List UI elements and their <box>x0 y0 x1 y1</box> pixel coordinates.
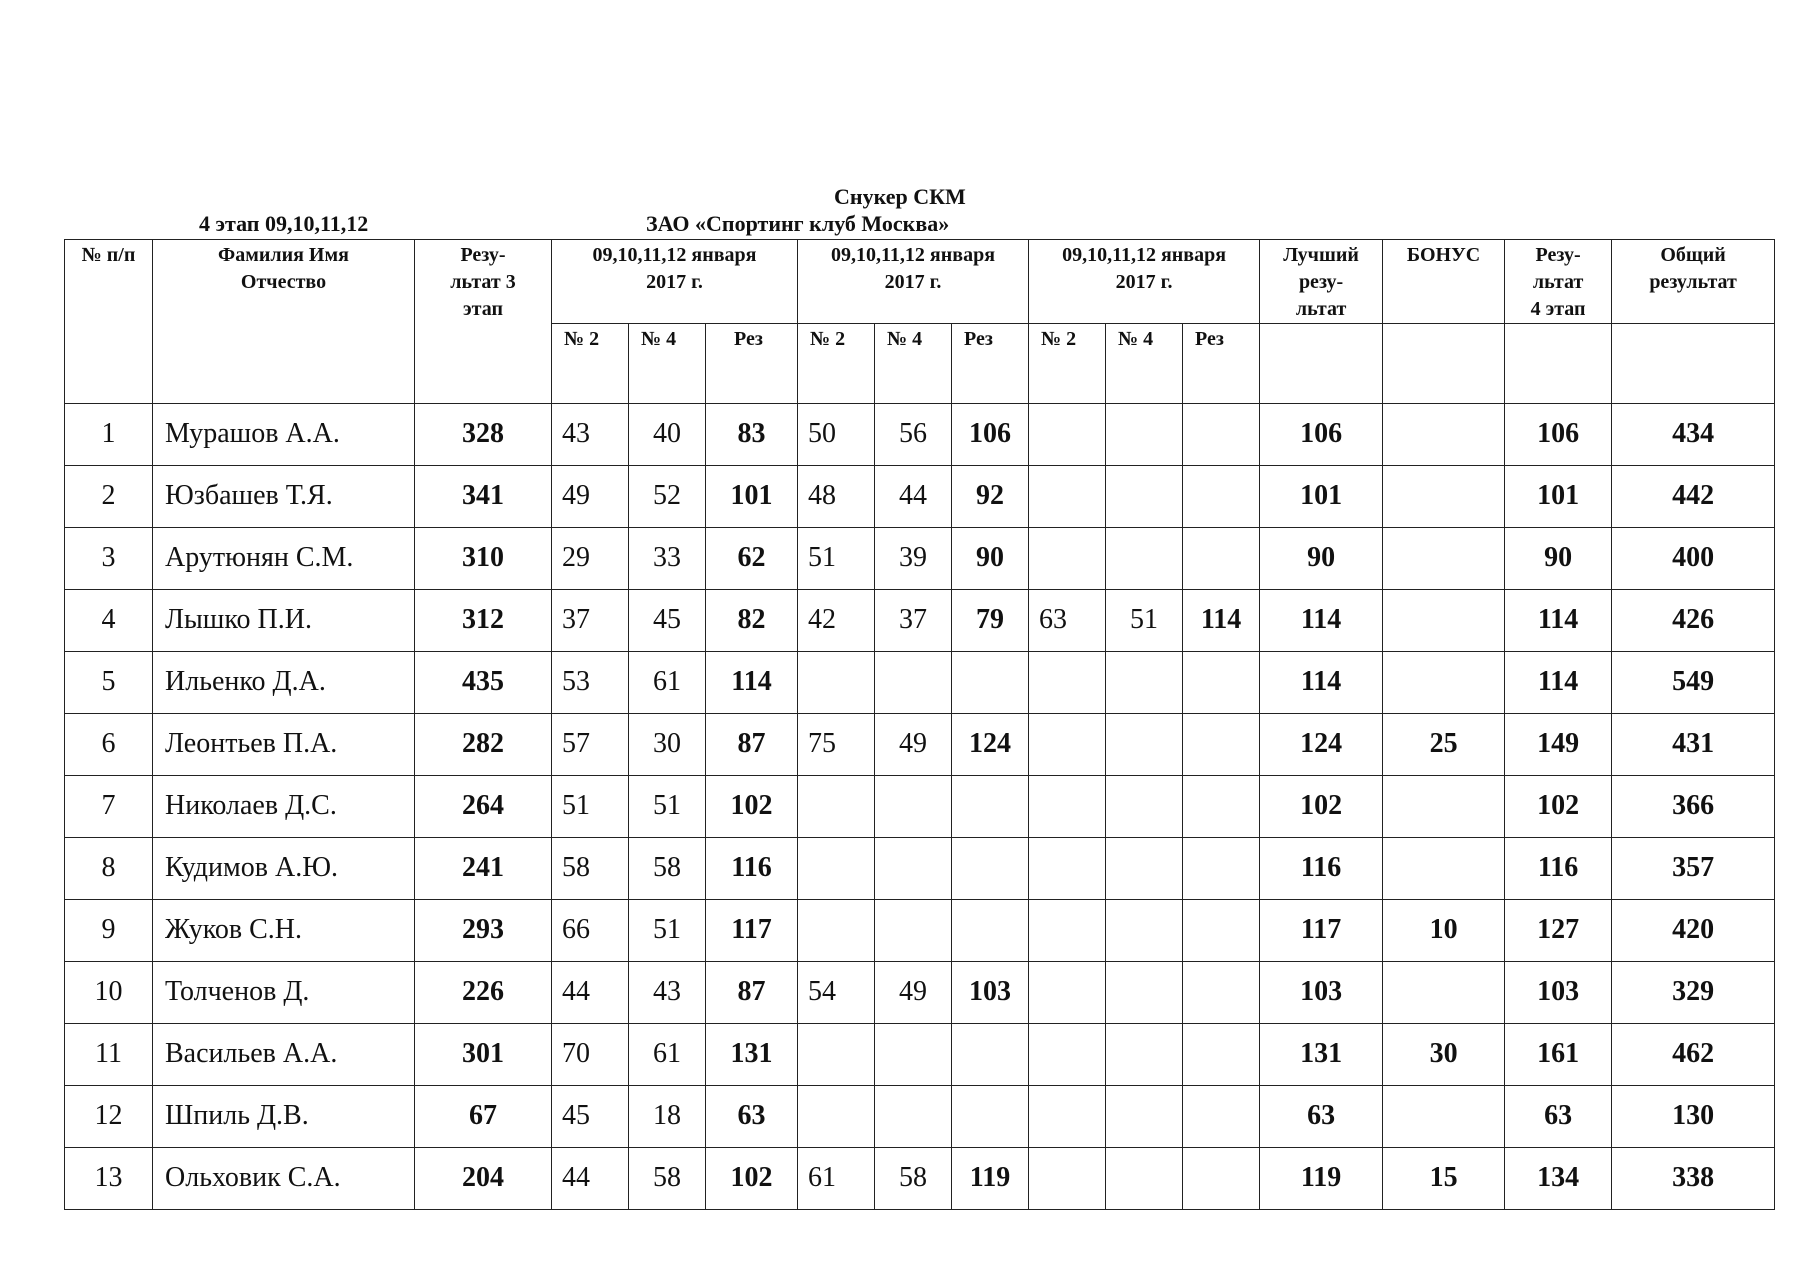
cell-g2-res: 119 <box>952 1148 1029 1210</box>
cell-result-stage4: 161 <box>1505 1024 1612 1086</box>
cell-name: Васильев А.А. <box>153 1024 415 1086</box>
cell-bonus <box>1383 838 1505 900</box>
cell-g3-n4 <box>1106 962 1183 1024</box>
cell-g1-n4: 58 <box>629 1148 706 1210</box>
cell-g2-res: 92 <box>952 466 1029 528</box>
cell-result-stage4: 114 <box>1505 590 1612 652</box>
cell-result-stage3: 341 <box>415 466 552 528</box>
cell-bonus: 30 <box>1383 1024 1505 1086</box>
cell-total-result: 400 <box>1612 528 1775 590</box>
cell-bonus <box>1383 590 1505 652</box>
cell-g1-res: 114 <box>706 652 798 714</box>
cell-num: 4 <box>65 590 153 652</box>
cell-g2-n4: 49 <box>875 714 952 776</box>
organization-name: ЗАО «Спортинг клуб Москва» <box>646 211 950 236</box>
cell-g2-res <box>952 1086 1029 1148</box>
cell-g1-n4: 61 <box>629 1024 706 1086</box>
cell-name: Николаев Д.С. <box>153 776 415 838</box>
cell-result-stage4: 149 <box>1505 714 1612 776</box>
cell-g2-n4: 39 <box>875 528 952 590</box>
cell-g1-res: 82 <box>706 590 798 652</box>
cell-name: Толченов Д. <box>153 962 415 1024</box>
header-date-group-2: 09,10,11,12 января 2017 г. <box>798 240 1029 324</box>
cell-result-stage3: 67 <box>415 1086 552 1148</box>
cell-g1-res: 62 <box>706 528 798 590</box>
cell-g2-res: 90 <box>952 528 1029 590</box>
subheader-empty <box>1260 324 1383 404</box>
subheader-res: Рез <box>706 324 798 404</box>
table-row <box>65 652 1775 714</box>
cell-g3-res <box>1183 962 1260 1024</box>
cell-g3-res <box>1183 1148 1260 1210</box>
cell-result-stage3: 264 <box>415 776 552 838</box>
cell-g3-n2: 63 <box>1029 590 1106 652</box>
cell-g2-n4: 58 <box>875 1148 952 1210</box>
table-row <box>65 900 1775 962</box>
cell-name: Ильенко Д.А. <box>153 652 415 714</box>
cell-result-stage3: 226 <box>415 962 552 1024</box>
cell-g1-n4: 61 <box>629 652 706 714</box>
cell-g1-n4: 52 <box>629 466 706 528</box>
cell-g2-n2: 75 <box>798 714 875 776</box>
cell-total-result: 420 <box>1612 900 1775 962</box>
cell-g2-n2 <box>798 900 875 962</box>
cell-g2-n4 <box>875 652 952 714</box>
cell-g3-n2 <box>1029 838 1106 900</box>
cell-g3-n2 <box>1029 776 1106 838</box>
cell-num: 5 <box>65 652 153 714</box>
cell-g3-res <box>1183 900 1260 962</box>
cell-best-result: 114 <box>1260 652 1383 714</box>
subheader-empty <box>1505 324 1612 404</box>
cell-name: Арутюнян С.М. <box>153 528 415 590</box>
cell-result-stage4: 134 <box>1505 1148 1612 1210</box>
cell-g3-n4 <box>1106 652 1183 714</box>
cell-g3-res <box>1183 1024 1260 1086</box>
cell-g1-res: 131 <box>706 1024 798 1086</box>
cell-g2-n4: 37 <box>875 590 952 652</box>
cell-result-stage4: 101 <box>1505 466 1612 528</box>
cell-g2-n2 <box>798 838 875 900</box>
cell-bonus: 15 <box>1383 1148 1505 1210</box>
cell-g1-n4: 51 <box>629 900 706 962</box>
cell-g3-n2 <box>1029 1024 1106 1086</box>
cell-best-result: 116 <box>1260 838 1383 900</box>
cell-result-stage3: 312 <box>415 590 552 652</box>
cell-g3-n4 <box>1106 714 1183 776</box>
cell-g3-res: 114 <box>1183 590 1260 652</box>
header-total-result: Общий результат <box>1612 240 1775 324</box>
cell-g3-n2 <box>1029 528 1106 590</box>
table-row <box>65 714 1775 776</box>
cell-total-result: 426 <box>1612 590 1775 652</box>
cell-g1-n2: 51 <box>552 776 629 838</box>
cell-g2-n4 <box>875 1024 952 1086</box>
cell-g3-n2 <box>1029 1086 1106 1148</box>
cell-g3-n4 <box>1106 900 1183 962</box>
cell-bonus <box>1383 1086 1505 1148</box>
cell-g3-res <box>1183 466 1260 528</box>
cell-bonus <box>1383 776 1505 838</box>
header-name: Фамилия Имя Отчество <box>153 240 415 404</box>
cell-num: 1 <box>65 404 153 466</box>
subheader-n4: № 4 <box>875 324 952 404</box>
cell-best-result: 63 <box>1260 1086 1383 1148</box>
cell-name: Мурашов А.А. <box>153 404 415 466</box>
cell-g1-n4: 45 <box>629 590 706 652</box>
cell-name: Лышко П.И. <box>153 590 415 652</box>
cell-g3-n2 <box>1029 466 1106 528</box>
table-row <box>65 404 1775 466</box>
header-result-stage4: Резу-льтат 4 этап <box>1505 240 1612 324</box>
cell-total-result: 549 <box>1612 652 1775 714</box>
cell-g3-n2 <box>1029 962 1106 1024</box>
cell-result-stage4: 127 <box>1505 900 1612 962</box>
cell-g2-res <box>952 900 1029 962</box>
cell-result-stage3: 241 <box>415 838 552 900</box>
cell-g1-n4: 40 <box>629 404 706 466</box>
cell-g1-res: 116 <box>706 838 798 900</box>
cell-g3-n4 <box>1106 1024 1183 1086</box>
cell-g3-n2 <box>1029 404 1106 466</box>
cell-result-stage4: 63 <box>1505 1086 1612 1148</box>
header-best-result: Лучший резу-льтат <box>1260 240 1383 324</box>
cell-best-result: 101 <box>1260 466 1383 528</box>
cell-g2-res <box>952 1024 1029 1086</box>
cell-result-stage3: 310 <box>415 528 552 590</box>
table-row <box>65 776 1775 838</box>
cell-g3-n4 <box>1106 838 1183 900</box>
header-result-stage3: Резу-льтат 3 этап <box>415 240 552 404</box>
cell-g1-n4: 43 <box>629 962 706 1024</box>
cell-g1-n2: 44 <box>552 1148 629 1210</box>
header-row <box>65 240 1775 324</box>
cell-num: 8 <box>65 838 153 900</box>
cell-g3-n4 <box>1106 776 1183 838</box>
cell-best-result: 90 <box>1260 528 1383 590</box>
cell-g2-n4: 49 <box>875 962 952 1024</box>
cell-g2-n2: 48 <box>798 466 875 528</box>
cell-num: 6 <box>65 714 153 776</box>
cell-g3-n2 <box>1029 1148 1106 1210</box>
cell-total-result: 442 <box>1612 466 1775 528</box>
cell-num: 7 <box>65 776 153 838</box>
cell-name: Шпиль Д.В. <box>153 1086 415 1148</box>
cell-g2-n2 <box>798 776 875 838</box>
cell-best-result: 124 <box>1260 714 1383 776</box>
cell-result-stage4: 106 <box>1505 404 1612 466</box>
cell-g1-n2: 49 <box>552 466 629 528</box>
cell-num: 10 <box>65 962 153 1024</box>
cell-total-result: 366 <box>1612 776 1775 838</box>
cell-best-result: 114 <box>1260 590 1383 652</box>
cell-bonus: 25 <box>1383 714 1505 776</box>
cell-result-stage3: 293 <box>415 900 552 962</box>
results-table <box>64 239 1775 1210</box>
cell-result-stage3: 301 <box>415 1024 552 1086</box>
cell-total-result: 338 <box>1612 1148 1775 1210</box>
cell-g1-n2: 44 <box>552 962 629 1024</box>
cell-best-result: 102 <box>1260 776 1383 838</box>
cell-g2-n2 <box>798 652 875 714</box>
cell-g1-res: 83 <box>706 404 798 466</box>
subheader-res: Рез <box>952 324 1029 404</box>
cell-num: 9 <box>65 900 153 962</box>
cell-name: Юзбашев Т.Я. <box>153 466 415 528</box>
cell-g3-n2 <box>1029 900 1106 962</box>
cell-num: 13 <box>65 1148 153 1210</box>
header-num: № п/п <box>65 240 153 404</box>
cell-g2-n4: 56 <box>875 404 952 466</box>
cell-g1-res: 101 <box>706 466 798 528</box>
stage-label: 4 этап 09,10,11,12 <box>199 211 369 236</box>
cell-total-result: 462 <box>1612 1024 1775 1086</box>
cell-g3-res <box>1183 404 1260 466</box>
cell-g3-res <box>1183 776 1260 838</box>
cell-g3-res <box>1183 838 1260 900</box>
cell-result-stage3: 435 <box>415 652 552 714</box>
cell-best-result: 119 <box>1260 1148 1383 1210</box>
cell-g3-n2 <box>1029 714 1106 776</box>
table-row <box>65 838 1775 900</box>
cell-g1-n4: 30 <box>629 714 706 776</box>
cell-g2-res <box>952 838 1029 900</box>
cell-g1-res: 87 <box>706 962 798 1024</box>
cell-bonus <box>1383 404 1505 466</box>
subheader-n4: № 4 <box>629 324 706 404</box>
cell-num: 12 <box>65 1086 153 1148</box>
subheader-n4: № 4 <box>1106 324 1183 404</box>
subheader-empty <box>1612 324 1775 404</box>
cell-total-result: 434 <box>1612 404 1775 466</box>
cell-best-result: 117 <box>1260 900 1383 962</box>
cell-g2-n4 <box>875 900 952 962</box>
cell-result-stage4: 116 <box>1505 838 1612 900</box>
cell-bonus <box>1383 528 1505 590</box>
cell-g2-res: 124 <box>952 714 1029 776</box>
cell-g2-n4: 44 <box>875 466 952 528</box>
cell-g2-n2 <box>798 1086 875 1148</box>
cell-g3-res <box>1183 1086 1260 1148</box>
cell-g2-n4 <box>875 838 952 900</box>
table-row <box>65 1086 1775 1148</box>
cell-g1-n4: 18 <box>629 1086 706 1148</box>
cell-g2-res <box>952 776 1029 838</box>
cell-g1-n2: 45 <box>552 1086 629 1148</box>
cell-result-stage3: 282 <box>415 714 552 776</box>
results-table-body <box>65 240 1775 1210</box>
cell-g1-n2: 57 <box>552 714 629 776</box>
cell-name: Леонтьев П.А. <box>153 714 415 776</box>
cell-g1-res: 102 <box>706 776 798 838</box>
cell-g1-n2: 37 <box>552 590 629 652</box>
cell-best-result: 106 <box>1260 404 1383 466</box>
cell-g2-res <box>952 652 1029 714</box>
cell-best-result: 131 <box>1260 1024 1383 1086</box>
cell-g1-n2: 29 <box>552 528 629 590</box>
cell-g2-n4 <box>875 1086 952 1148</box>
cell-g2-n2: 54 <box>798 962 875 1024</box>
cell-g3-res <box>1183 714 1260 776</box>
cell-g2-n4 <box>875 776 952 838</box>
cell-num: 2 <box>65 466 153 528</box>
table-row <box>65 590 1775 652</box>
cell-g1-n4: 33 <box>629 528 706 590</box>
header-bonus: БОНУС <box>1383 240 1505 324</box>
cell-result-stage3: 204 <box>415 1148 552 1210</box>
cell-num: 3 <box>65 528 153 590</box>
cell-g3-n4 <box>1106 528 1183 590</box>
cell-name: Жуков С.Н. <box>153 900 415 962</box>
cell-g2-n2: 50 <box>798 404 875 466</box>
table-row <box>65 962 1775 1024</box>
cell-result-stage4: 103 <box>1505 962 1612 1024</box>
cell-g1-n4: 58 <box>629 838 706 900</box>
cell-result-stage4: 90 <box>1505 528 1612 590</box>
cell-bonus: 10 <box>1383 900 1505 962</box>
cell-g1-res: 63 <box>706 1086 798 1148</box>
cell-bonus <box>1383 962 1505 1024</box>
cell-name: Кудимов А.Ю. <box>153 838 415 900</box>
cell-g2-res: 79 <box>952 590 1029 652</box>
cell-g2-n2: 42 <box>798 590 875 652</box>
cell-g1-n2: 53 <box>552 652 629 714</box>
cell-g3-n2 <box>1029 652 1106 714</box>
cell-g2-n2: 61 <box>798 1148 875 1210</box>
cell-g2-n2: 51 <box>798 528 875 590</box>
cell-g1-n2: 58 <box>552 838 629 900</box>
table-row <box>65 1024 1775 1086</box>
cell-total-result: 357 <box>1612 838 1775 900</box>
cell-g2-n2 <box>798 1024 875 1086</box>
cell-g3-n4 <box>1106 404 1183 466</box>
cell-bonus <box>1383 652 1505 714</box>
cell-result-stage3: 328 <box>415 404 552 466</box>
document-title: Снукер СКМ <box>834 184 966 209</box>
header-date-group-1: 09,10,11,12 января 2017 г. <box>552 240 798 324</box>
table-row <box>65 528 1775 590</box>
cell-total-result: 431 <box>1612 714 1775 776</box>
cell-total-result: 130 <box>1612 1086 1775 1148</box>
cell-g3-res <box>1183 652 1260 714</box>
cell-g3-n4 <box>1106 466 1183 528</box>
subheader-res: Рез <box>1183 324 1260 404</box>
cell-g3-res <box>1183 528 1260 590</box>
header-date-group-3: 09,10,11,12 января 2017 г. <box>1029 240 1260 324</box>
cell-g1-n4: 51 <box>629 776 706 838</box>
cell-g1-res: 117 <box>706 900 798 962</box>
cell-name: Ольховик С.А. <box>153 1148 415 1210</box>
cell-result-stage4: 114 <box>1505 652 1612 714</box>
cell-best-result: 103 <box>1260 962 1383 1024</box>
table-row <box>65 466 1775 528</box>
cell-total-result: 329 <box>1612 962 1775 1024</box>
cell-g1-n2: 70 <box>552 1024 629 1086</box>
subheader-n2: № 2 <box>1029 324 1106 404</box>
cell-g1-n2: 66 <box>552 900 629 962</box>
subheader-n2: № 2 <box>798 324 875 404</box>
table-row <box>65 1148 1775 1210</box>
subheader-empty <box>1383 324 1505 404</box>
cell-g1-res: 87 <box>706 714 798 776</box>
cell-result-stage4: 102 <box>1505 776 1612 838</box>
cell-bonus <box>1383 466 1505 528</box>
subheader-n2: № 2 <box>552 324 629 404</box>
cell-g2-res: 106 <box>952 404 1029 466</box>
cell-g1-n2: 43 <box>552 404 629 466</box>
cell-g3-n4: 51 <box>1106 590 1183 652</box>
cell-g1-res: 102 <box>706 1148 798 1210</box>
cell-num: 11 <box>65 1024 153 1086</box>
cell-g2-res: 103 <box>952 962 1029 1024</box>
cell-g3-n4 <box>1106 1086 1183 1148</box>
cell-g3-n4 <box>1106 1148 1183 1210</box>
